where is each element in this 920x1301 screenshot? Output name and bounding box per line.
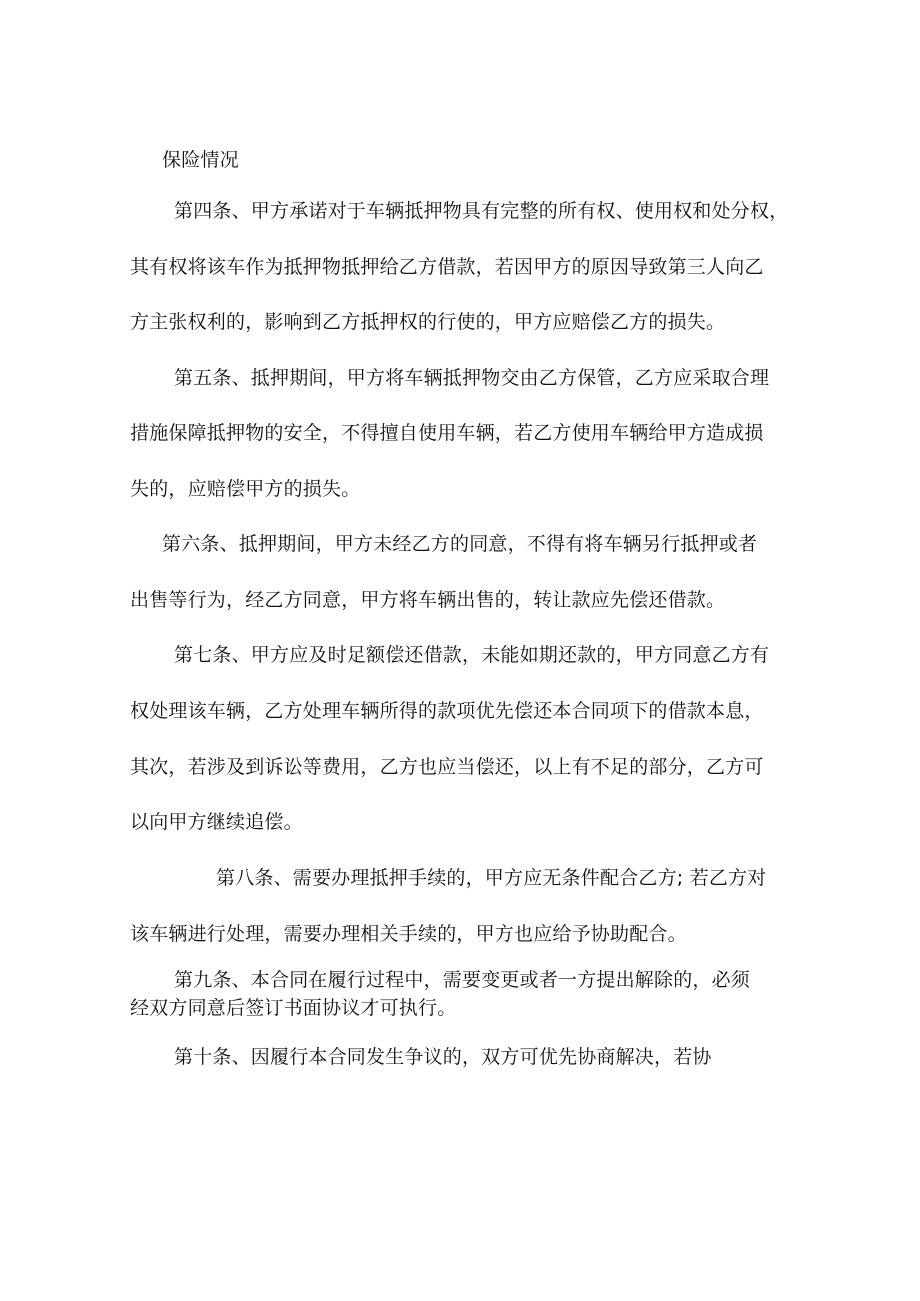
article-7-line-1: 第七条、甲方应及时足额偿还借款，未能如期还款的，甲方同意乙方有 [174,644,770,666]
article-10-line-1: 第十条、因履行本合同发生争议的，双方可优先协商解决，若协 [174,1046,712,1068]
article-7-line-3: 其次，若涉及到诉讼等费用，乙方也应当偿还，以上有不足的部分，乙方可 [130,756,764,778]
article-5-line-2: 措施保障抵押物的安全，不得擅自使用车辆，若乙方使用车辆给甲方造成损 [130,422,764,444]
article-9-line-1: 第九条、本合同在履行过程中，需要变更或者一方提出解除的，必须 [174,969,751,991]
article-5-line-1: 第五条、抵押期间，甲方将车辆抵押物交由乙方保管，乙方应采取合理 [174,367,770,389]
article-5-line-3: 失的，应赔偿甲方的损失。 [130,478,361,500]
article-7-line-2: 权处理该车辆，乙方处理车辆所得的款项优先偿还本合同项下的借款本息， [130,700,764,722]
article-8-line-1: 第八条、需要办理抵押手续的，甲方应无条件配合乙方; 若乙方对 [216,867,767,889]
article-4-line-3: 方主张权利的，影响到乙方抵押权的行使的，甲方应赔偿乙方的损失。 [130,311,726,333]
article-8-line-2: 该车辆进行处理，需要办理相关手续的，甲方也应给予协助配合。 [130,923,687,945]
section-heading: 保险情况 [162,149,239,171]
article-4-line-1: 第四条、甲方承诺对于车辆抵押物具有完整的所有权、使用权和处分权， [174,200,789,222]
article-9-line-2: 经双方同意后签订书面协议才可执行。 [130,997,457,1019]
article-6-line-2: 出售等行为，经乙方同意，甲方将车辆出售的，转让款应先偿还借款。 [130,589,726,611]
article-7-line-4: 以向甲方继续追偿。 [130,811,303,833]
article-6-line-1: 第六条、抵押期间，甲方未经乙方的同意，不得有将车辆另行抵押或者 [162,533,758,555]
article-4-line-2: 其有权将该车作为抵押物抵押给乙方借款，若因甲方的原因导致第三人向乙 [130,256,764,278]
